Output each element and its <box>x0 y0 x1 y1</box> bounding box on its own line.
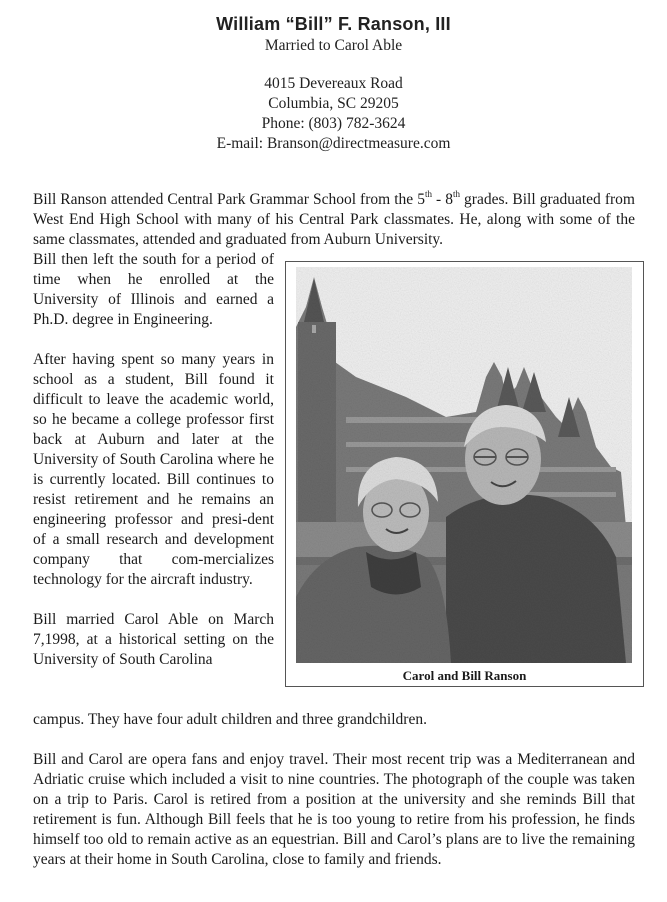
photo-frame <box>285 261 644 687</box>
left-column <box>33 250 274 670</box>
photo-image-icon <box>296 267 632 663</box>
subtitle: Married to Carol Able <box>264 37 403 54</box>
marriage-paragraph: Bill married Carol Able on March 7,1998, at a historical setting on the University of South Carolina <box>33 611 274 668</box>
ordinal-suffix: th <box>424 189 432 199</box>
couple-photo <box>296 267 632 663</box>
intro-text-3: grades. Bill graduated from West End High School with many of his Central Park classmates. He, along with some of the same classmates, attended and graduated from Auburn University. <box>33 191 635 248</box>
intro-text-1: Bill Ranson attended Central Park Grammar School from the 5 <box>33 191 425 208</box>
address-line-2: Columbia, SC 29205 <box>268 95 399 112</box>
intro-paragraph <box>33 190 635 250</box>
marriage-paragraph-continued: campus. They have four adult children and three grandchildren. <box>33 711 427 728</box>
ordinal-suffix: th <box>452 189 460 199</box>
career-paragraph: After having spent so many years in school as a student, Bill found it difficult to leave the academic world, so he became a college professor first back at Auburn and later at the University of South Carolina where he is currently located. Bill continues to resist retirement and he remains an engineering professor and presi-dent of a small research and development company that com-mercializes technology for the aircraft industry. <box>33 351 274 588</box>
email: E-mail: Branson@directmeasure.com <box>216 135 451 152</box>
address-line-1: 4015 Devereaux Road <box>264 75 403 92</box>
education-paragraph: Bill then left the south for a period of time when he enrolled at the University of Illinois and earned a Ph.D. degree in Engineering. <box>33 251 274 328</box>
page-title: William “Bill” F. Ranson, III <box>216 14 451 34</box>
photo-caption: Carol and Bill Ranson <box>402 668 527 683</box>
phone: Phone: (803) 782-3624 <box>261 115 406 132</box>
intro-text-2: - 8 <box>431 191 453 208</box>
closing-paragraph: Bill and Carol are opera fans and enjoy travel. Their most recent trip was a Mediterranean and Adriatic cruise which included a visit to nine countries. The photograph of the couple was taken on a trip to Paris. Carol is retired from a position at the university and she reminds Bill that retirement is fun. Although Bill feels that he is too young to retire from his profession, he finds himself too old to remain active as an equestrian. Bill and Carol’s plans are to live the remaining years at their home in South Carolina, close to family and friends. <box>33 751 635 868</box>
